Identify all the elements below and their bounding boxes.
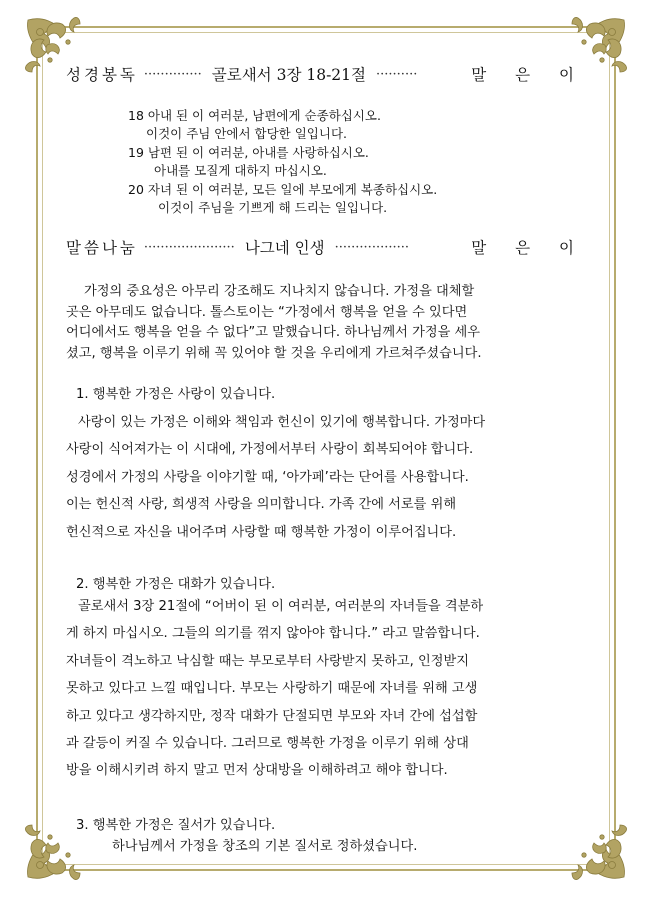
speaker-label: 말 은 이: [471, 239, 586, 257]
intro-paragraph: [66, 282, 588, 364]
scripture-reference: 골로새서 3장 18-21절: [211, 66, 367, 84]
verse-line: 이것이 주님을 기쁘게 해 드리는 일입니다.: [158, 200, 388, 216]
paragraph-line: 게 하지 마십시오. 그들의 의기를 꺾지 않아야 합니다.” 라고 말씀합니다.: [66, 626, 480, 642]
scripture-reading-header: [66, 62, 586, 86]
paragraph-line: 사랑이 있는 가정은 이해와 책임과 헌신이 있기에 행복합니다. 가정마다: [78, 415, 486, 430]
leader-dots: ··················: [334, 239, 410, 255]
paragraph-line: 곳은 아무데도 없습니다. 톨스토이는 “가정에서 행복을 얻을 수 있다면: [66, 304, 468, 320]
paragraph-line: 못하고 있다고 느낄 때입니다. 부모는 사랑하기 때문에 자녀를 위해 고생: [66, 681, 478, 697]
paragraph-line: 헌신적으로 자신을 내어주며 사랑할 때 행복한 가정이 이루어집니다.: [66, 524, 457, 540]
reader-label: 말 은 이: [471, 66, 586, 84]
sermon-title: 나그네 인생: [244, 239, 325, 257]
paragraph-line: 하고 있다고 생각하지만, 정작 대화가 단절되면 부모와 자녀 간에 섭섭함: [66, 708, 478, 724]
scripture-verses: [128, 107, 588, 217]
paragraph-line: 이는 헌신적 사랑, 희생적 사랑을 의미합니다. 가족 간에 서로를 위해: [66, 497, 457, 513]
paragraph-line: 과 갈등이 커질 수 있습니다. 그러므로 행복한 가정을 이루기 위해 상대: [66, 736, 469, 752]
section-title: 1. 행복한 가정은 사랑이 있습니다.: [76, 387, 276, 402]
paragraph-line: 자녀들이 격노하고 낙심할 때는 부모로부터 사랑받지 못하고, 인정받지: [66, 653, 469, 669]
paragraph-line: 방을 이해시키려 하지 말고 먼저 상대방을 이해하려고 해야 합니다.: [66, 763, 448, 779]
paragraph-line: 성경에서 가정의 사랑을 이야기할 때, ‘아가페’라는 단어를 사용합니다.: [66, 469, 469, 485]
verse-line: 18 아내 된 이 여러분, 남편에게 순종하십시오.: [128, 108, 381, 123]
section-title: 3. 행복한 가정은 질서가 있습니다.: [76, 818, 276, 833]
section-paragraph: [66, 409, 588, 546]
paragraph-line: 셨고, 행복을 이루기 위해 꼭 있어야 할 것을 우리에게 가르쳐주셨습니다.: [66, 345, 482, 361]
leader-dots: ··············: [143, 66, 202, 82]
verse-line: 20 자녀 된 이 여러분, 모든 일에 부모에게 복종하십시오.: [128, 181, 438, 197]
verse-line: 이것이 주님 안에서 합당한 일입니다.: [146, 126, 347, 142]
section-title: 2. 행복한 가정은 대화가 있습니다.: [76, 577, 276, 592]
paragraph-line: 가정의 중요성은 아무리 강조해도 지나치지 않습니다. 가정을 대체할: [84, 284, 475, 299]
section-label: 성경봉독: [66, 66, 138, 84]
section-paragraph: [112, 833, 582, 860]
leader-dots: ······················: [143, 239, 235, 255]
paragraph-line: 사랑이 식어져가는 이 시대에, 가정에서부터 사랑이 회복되어야 합니다.: [66, 442, 474, 458]
paragraph-line: 어디에서도 행복을 얻을 수 없다”고 말했습니다. 하나님께서 가정을 세우: [66, 325, 480, 341]
verse-line: 19 남편 된 이 여러분, 아내를 사랑하십시오.: [128, 144, 369, 160]
paragraph-line: 하나님께서 가정을 창조의 기본 질서로 정하셨습니다.: [112, 839, 418, 854]
sermon-header: [66, 235, 586, 259]
verse-line: 아내를 모질게 대하지 마십시오.: [154, 163, 327, 179]
leader-dots: ··········: [376, 66, 418, 82]
section-label: 말씀나눔: [66, 239, 138, 257]
paragraph-line: 골로새서 3장 21절에 “어버이 된 이 여러분, 여러분의 자녀들을 격분하: [78, 599, 484, 614]
section-paragraph: [66, 593, 588, 785]
